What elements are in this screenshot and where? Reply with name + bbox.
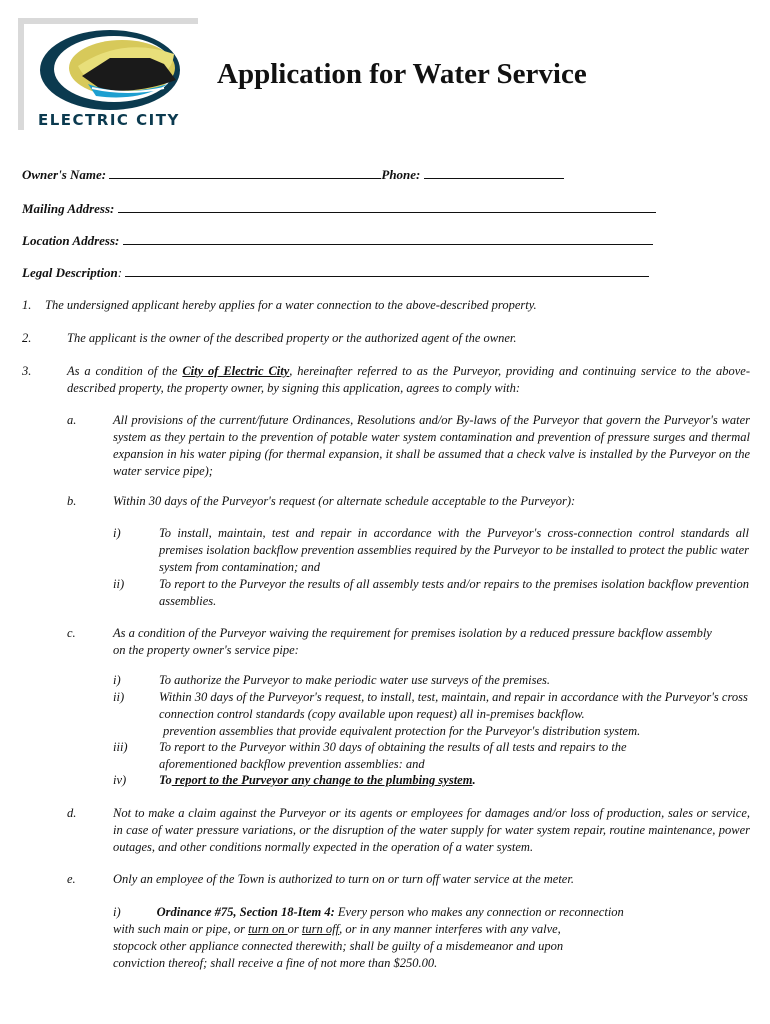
clause-e-text: Only an employee of the Town is authorized to turn on or turn off water service at the meter.: [113, 872, 574, 886]
ordinance-text-2-start: with such main or pipe, or: [113, 922, 249, 936]
turn-off-text: turn off: [301, 922, 340, 936]
clause-c-iv-underlined: report to the Purveyor any change to the plumbing system: [171, 773, 473, 787]
ordinance-text-2-end: , or in any manner interferes with any valve,: [339, 922, 561, 936]
clause-c-iv-text: [159, 772, 749, 789]
clause-a-label: a.: [67, 413, 77, 427]
clause-c-ii-text: Within 30 days of the Purveyor's request, to install, test, maintain, and repair in accordance with the Purveyor's cross connection control standards (copy available upon request) all in-premises backflow.: [159, 690, 748, 721]
phone-label: Phone:: [381, 167, 421, 182]
ordinance-line-4: conviction thereof; shall receive a fine of not more than $250.00.: [113, 956, 438, 970]
clause-c-label: c.: [67, 626, 76, 640]
clause-e-i-label: i): [113, 905, 121, 919]
item-3-text-end: , hereinafter referred to as the Purveyor, providing and continuing service to the above-described property, the property owner, by signing this application, agrees to comply with:: [67, 364, 750, 395]
item-3-text: [67, 363, 750, 397]
item-1-number: 1.: [22, 298, 32, 312]
legal-description-field[interactable]: [125, 264, 649, 277]
ordinance-title: Ordinance #75, Section 18-Item 4:: [156, 905, 335, 919]
clause-c-ii-label: ii): [113, 690, 125, 704]
ordinance-line-2: [113, 921, 750, 938]
or-text: or: [287, 922, 302, 936]
item-2-number: 2.: [22, 331, 32, 345]
item-2-text: The applicant is the owner of the described property or the authorized agent of the owner.: [67, 331, 517, 345]
page-title: Application for Water Service: [217, 58, 587, 90]
clause-d-text: Not to make a claim against the Purveyor or its agents or employees for damages and/or loss of production, sales or service, in case of water pressure variations, or the disruption of the water supply for water system repair, routine maintenance, power outages, and other conditions normally expected in the operation of a water system.: [113, 806, 750, 854]
ordinance-line-3: stopcock other appliance connected therewith; shall be guilty of a misdemeanor and upon: [113, 939, 564, 953]
clause-b-ii-label: ii): [113, 577, 125, 591]
electric-city-logo: [18, 18, 198, 130]
legal-description-colon: :: [117, 265, 123, 280]
clause-c-i-text: To authorize the Purveyor to make periodic water use surveys of the premises.: [159, 673, 551, 687]
clause-e-label: e.: [67, 872, 76, 886]
item-1-text: The undersigned applicant hereby applies for a water connection to the above-described property.: [45, 298, 537, 312]
mailing-address-row: [22, 200, 656, 217]
clause-c-iii-label: iii): [113, 740, 128, 754]
clause-c-ii-text-continued: prevention assemblies that provide equivalent protection for the Purveyor's distribution system.: [163, 724, 641, 738]
clause-c-iv-start: To: [159, 773, 172, 787]
legal-description-row: [22, 264, 649, 281]
clause-c-iii-text: To report to the Purveyor within 30 days of obtaining the results of all tests and repairs to the aforementioned backflow prevention assemblies: and: [159, 740, 627, 771]
clause-b-label: b.: [67, 494, 77, 508]
turn-on-text: turn on: [248, 922, 288, 936]
item-3-text-start: As a condition of the: [67, 364, 183, 378]
clause-b-i-text: To install, maintain, test and repair in accordance with the Purveyor's cross-connection control standards all premises isolation backflow prevention assemblies required by the Purveyor to be installed to protect the public water system from contamination; and: [159, 526, 749, 574]
mailing-address-label: Mailing Address:: [22, 201, 115, 216]
clause-c-iv-label: iv): [113, 773, 127, 787]
item-3-number: 3.: [22, 364, 32, 378]
owner-name-field[interactable]: [109, 166, 381, 179]
clause-d-label: d.: [67, 806, 77, 820]
location-address-field[interactable]: [123, 232, 653, 245]
mailing-address-field[interactable]: [118, 200, 656, 213]
clause-c-iv-end: .: [472, 773, 476, 787]
location-address-row: [22, 232, 653, 249]
clause-b-i-label: i): [113, 526, 121, 540]
phone-field[interactable]: [424, 166, 564, 179]
clause-b-text: Within 30 days of the Purveyor's request (or alternate schedule acceptable to the Purveyor):: [113, 494, 576, 508]
owner-phone-row: [22, 166, 564, 183]
legal-description-label: Legal Description: [22, 265, 118, 280]
clause-b-ii-text: To report to the Purveyor the results of all assembly tests and/or repairs to the premises isolation backflow prevention assemblies.: [159, 577, 749, 608]
logo-text: ELECTRIC CITY: [38, 111, 180, 129]
city-name: City of Electric City: [182, 364, 290, 378]
owner-name-label: Owner's Name:: [22, 167, 107, 182]
ordinance-line-1: [113, 904, 750, 921]
clause-c-text: As a condition of the Purveyor waiving the requirement for premises isolation by a reduced pressure backflow assembly on the property owner's service pipe:: [113, 626, 712, 657]
clause-c-i-label: i): [113, 673, 121, 687]
clause-a-text: All provisions of the current/future Ordinances, Resolutions and/or By-laws of the Purveyor that govern the Purveyor's water system as they pertain to the prevention of potable water system contamination and prevention of pressure surges and thermal expansion in his water piping (for thermal expansion, it shall be assumed that a check valve is installed by the Purveyor on the water service pipe);: [113, 413, 750, 478]
ordinance-text-1: Every person who makes any connection or reconnection: [334, 905, 624, 919]
location-address-label: Location Address:: [22, 233, 120, 248]
